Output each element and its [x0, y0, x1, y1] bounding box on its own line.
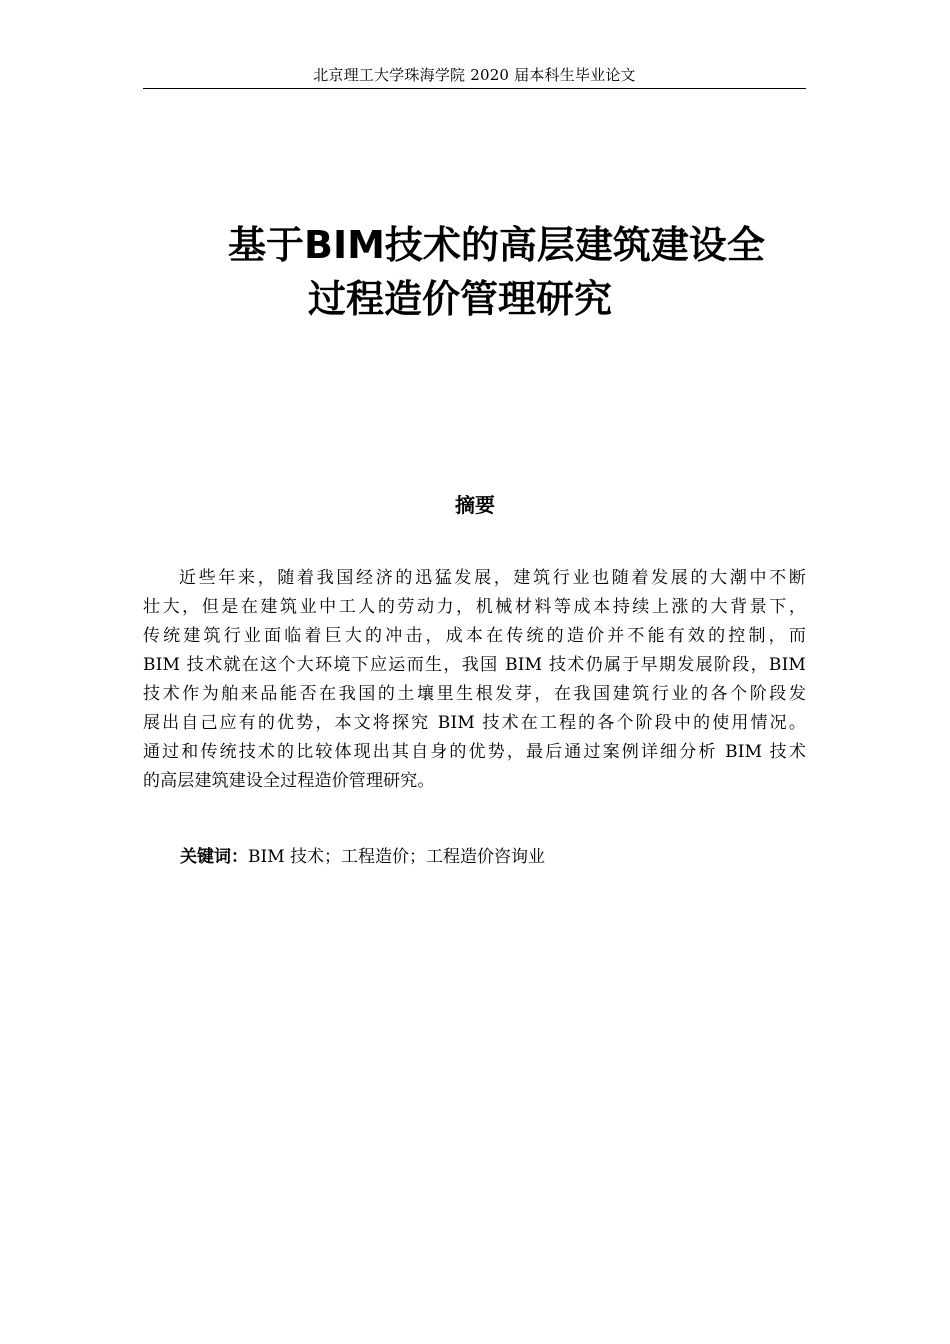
abstract-line: 的高层建筑建设全过程造价管理研究。 — [143, 771, 435, 791]
abstract-heading: 摘要 — [455, 493, 495, 517]
abstract-line: 通过和传统技术的比较体现出其自身的优势，最后通过案例详细分析 BIM 技术 — [143, 742, 806, 762]
abstract-paragraph — [143, 564, 806, 796]
abstract-line: BIM 技术就在这个大环境下应运而生，我国 BIM 技术仍属于早期发展阶段，BIM — [143, 655, 806, 675]
abstract-line: 壮大，但是在建筑业中工人的劳动力，机械材料等成本持续上涨的大背景下， — [143, 597, 806, 617]
thesis-title-line-1: 基于BIM技术的高层建筑建设全 — [228, 223, 765, 267]
running-header: 北京理工大学珠海学院 2020 届本科生毕业论文 — [313, 66, 636, 84]
keywords-line — [180, 843, 545, 872]
keywords-label: 关键词： — [180, 847, 248, 867]
abstract-line: 近些年来，随着我国经济的迅猛发展，建筑行业也随着发展的大潮中不断 — [179, 568, 806, 588]
abstract-line: 技术作为舶来品能否在我国的土壤里生根发芽，在我国建筑行业的各个阶段发 — [143, 684, 806, 704]
abstract-line: 展出自己应有的优势，本文将探究 BIM 技术在工程的各个阶段中的使用情况。 — [143, 713, 806, 733]
thesis-title — [180, 218, 820, 326]
thesis-title-line-2: 过程造价管理研究 — [308, 277, 613, 321]
header-divider — [143, 88, 806, 89]
abstract-line: 传统建筑行业面临着巨大的冲击，成本在传统的造价并不能有效的控制，而 — [143, 626, 806, 646]
keywords-value: BIM 技术；工程造价；工程造价咨询业 — [248, 847, 546, 867]
